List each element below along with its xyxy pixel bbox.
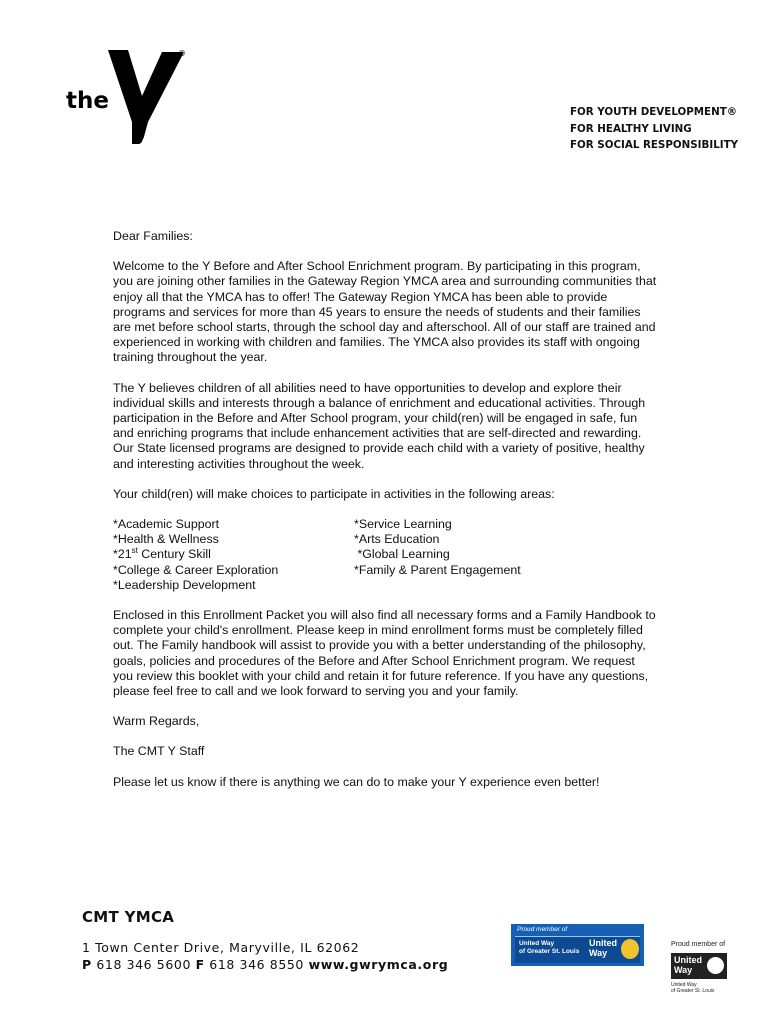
phone-number: 618 346 5600 <box>91 957 196 972</box>
postscript: Please let us know if there is anything we can do to make your Y experience even better! <box>113 774 600 789</box>
area-global-learning: *Global Learning <box>354 547 450 562</box>
area-21st-post: Century Skill <box>137 547 211 562</box>
united-way-badge-dark <box>671 953 727 979</box>
ymca-y-logo-icon <box>66 44 196 164</box>
tagline-line-3: FOR SOCIAL RESPONSIBILITY <box>570 139 739 151</box>
badge-blue-brand-1: United <box>589 938 617 948</box>
badge-dark-brand-2: Way <box>674 965 693 975</box>
paragraph-enrollment: Enclosed in this Enrollment Packet you will also find all necessary forms and a Family Handbook to complete your child's enrollment. Please keep in mind enrollment forms must be completely filled out. The Family handbook will assist to provide you with a better understanding of the philosophy, goals, policies and procedures of the Before and After School Enrichment program. We request you review this booklet with your child and retain it for future reference. If you have any questions, please feel free to call and we look forward to serving you and your family. <box>113 608 656 699</box>
badge-blue-text <box>519 940 579 956</box>
paragraph-choices: Your child(ren) will make choices to participate in activities in the following areas: <box>113 486 555 501</box>
tagline-line-2: FOR HEALTHY LIVING <box>570 122 692 135</box>
badge-dark-brand <box>674 955 702 975</box>
badge-dark-brand-1: United <box>674 955 702 965</box>
tagline-line-1: FOR YOUTH DEVELOPMENT® <box>570 106 738 118</box>
signature: The CMT Y Staff <box>113 744 205 759</box>
footer-contact <box>82 957 448 972</box>
area-21st-sup: st <box>131 546 138 556</box>
area-service-learning: *Service Learning <box>354 517 452 532</box>
closing: Warm Regards, <box>113 714 200 729</box>
badge-dark-sub <box>671 982 714 994</box>
paragraph-beliefs: The Y believes children of all abilities need to have opportunities to develop and explore their individual skills and interests through a balance of enrichment and educational activities. Through participation in the Before and After School program, your child(ren) will be engaged in safe, fun and enriching programs that include enhancement activities that are self-directed and rewarding. Our State licensed programs are designed to provide each child with a variety of positive, healthy and interesting activities throughout the week. <box>113 380 646 471</box>
salutation: Dear Families: <box>113 229 193 243</box>
ymca-logo <box>66 44 196 164</box>
area-leadership: *Leadership Development <box>113 577 256 592</box>
activity-areas <box>113 517 658 593</box>
area-21st-pre: *21 <box>113 547 132 562</box>
badge-dark-sub-1: United Way <box>671 982 697 988</box>
badge-dark-sub-2: of Greater St. Louis <box>671 988 715 994</box>
badge-blue-brand <box>589 938 617 958</box>
activity-areas-right <box>354 517 654 593</box>
footer-org-name: CMT YMCA <box>82 908 175 926</box>
fax-label: F <box>195 957 205 972</box>
badge-blue-brand-2: Way <box>589 948 608 958</box>
united-way-badge-blue <box>511 924 644 966</box>
paragraph-welcome: Welcome to the Y Before and After School Enrichment program. By participating in this program, you are joining other families in the Gateway Region YMCA area and surrounding communities that enjoy all that the YMCA has to offer! The Gateway Region YMCA has been able to provide programs and services for more than 45 years to ensure the needs of students and their families are met before school starts, through the school day and afterschool. All of our staff are trained and experienced in working with children and families. The YMCA also provides its staff with ongoing training throughout the year. <box>113 259 657 365</box>
letter-body <box>113 229 658 805</box>
phone-label: P <box>82 957 92 972</box>
badge-blue-inner <box>515 936 640 963</box>
area-health-wellness: *Health & Wellness <box>113 532 219 547</box>
badge-blue-line-2: of Greater St. Louis <box>519 948 580 955</box>
footer-address: 1 Town Center Drive, Maryville, IL 62062 <box>82 940 360 955</box>
fax-number: 618 346 8550 <box>204 957 309 972</box>
area-academic-support: *Academic Support <box>113 517 220 532</box>
website-link[interactable]: www.gwrymca.org <box>308 957 449 972</box>
badge-blue-line-1: United Way <box>519 940 555 947</box>
ymca-logo-text: YMCA <box>135 137 161 164</box>
area-college-career: *College & Career Exploration <box>113 562 279 577</box>
registered-mark: ® <box>178 49 186 58</box>
united-way-emblem-icon <box>707 957 724 974</box>
badge-dark-label: Proud member of <box>671 941 726 948</box>
area-family-parent: *Family & Parent Engagement <box>354 562 521 577</box>
activity-areas-left <box>113 517 354 593</box>
area-arts-education: *Arts Education <box>354 532 440 547</box>
united-way-hand-icon <box>621 939 639 959</box>
ymca-tagline <box>570 104 738 154</box>
badge-blue-header: Proud member of <box>517 926 568 933</box>
logo-word-the: the <box>66 88 109 114</box>
area-21st-century-skill <box>113 547 354 562</box>
